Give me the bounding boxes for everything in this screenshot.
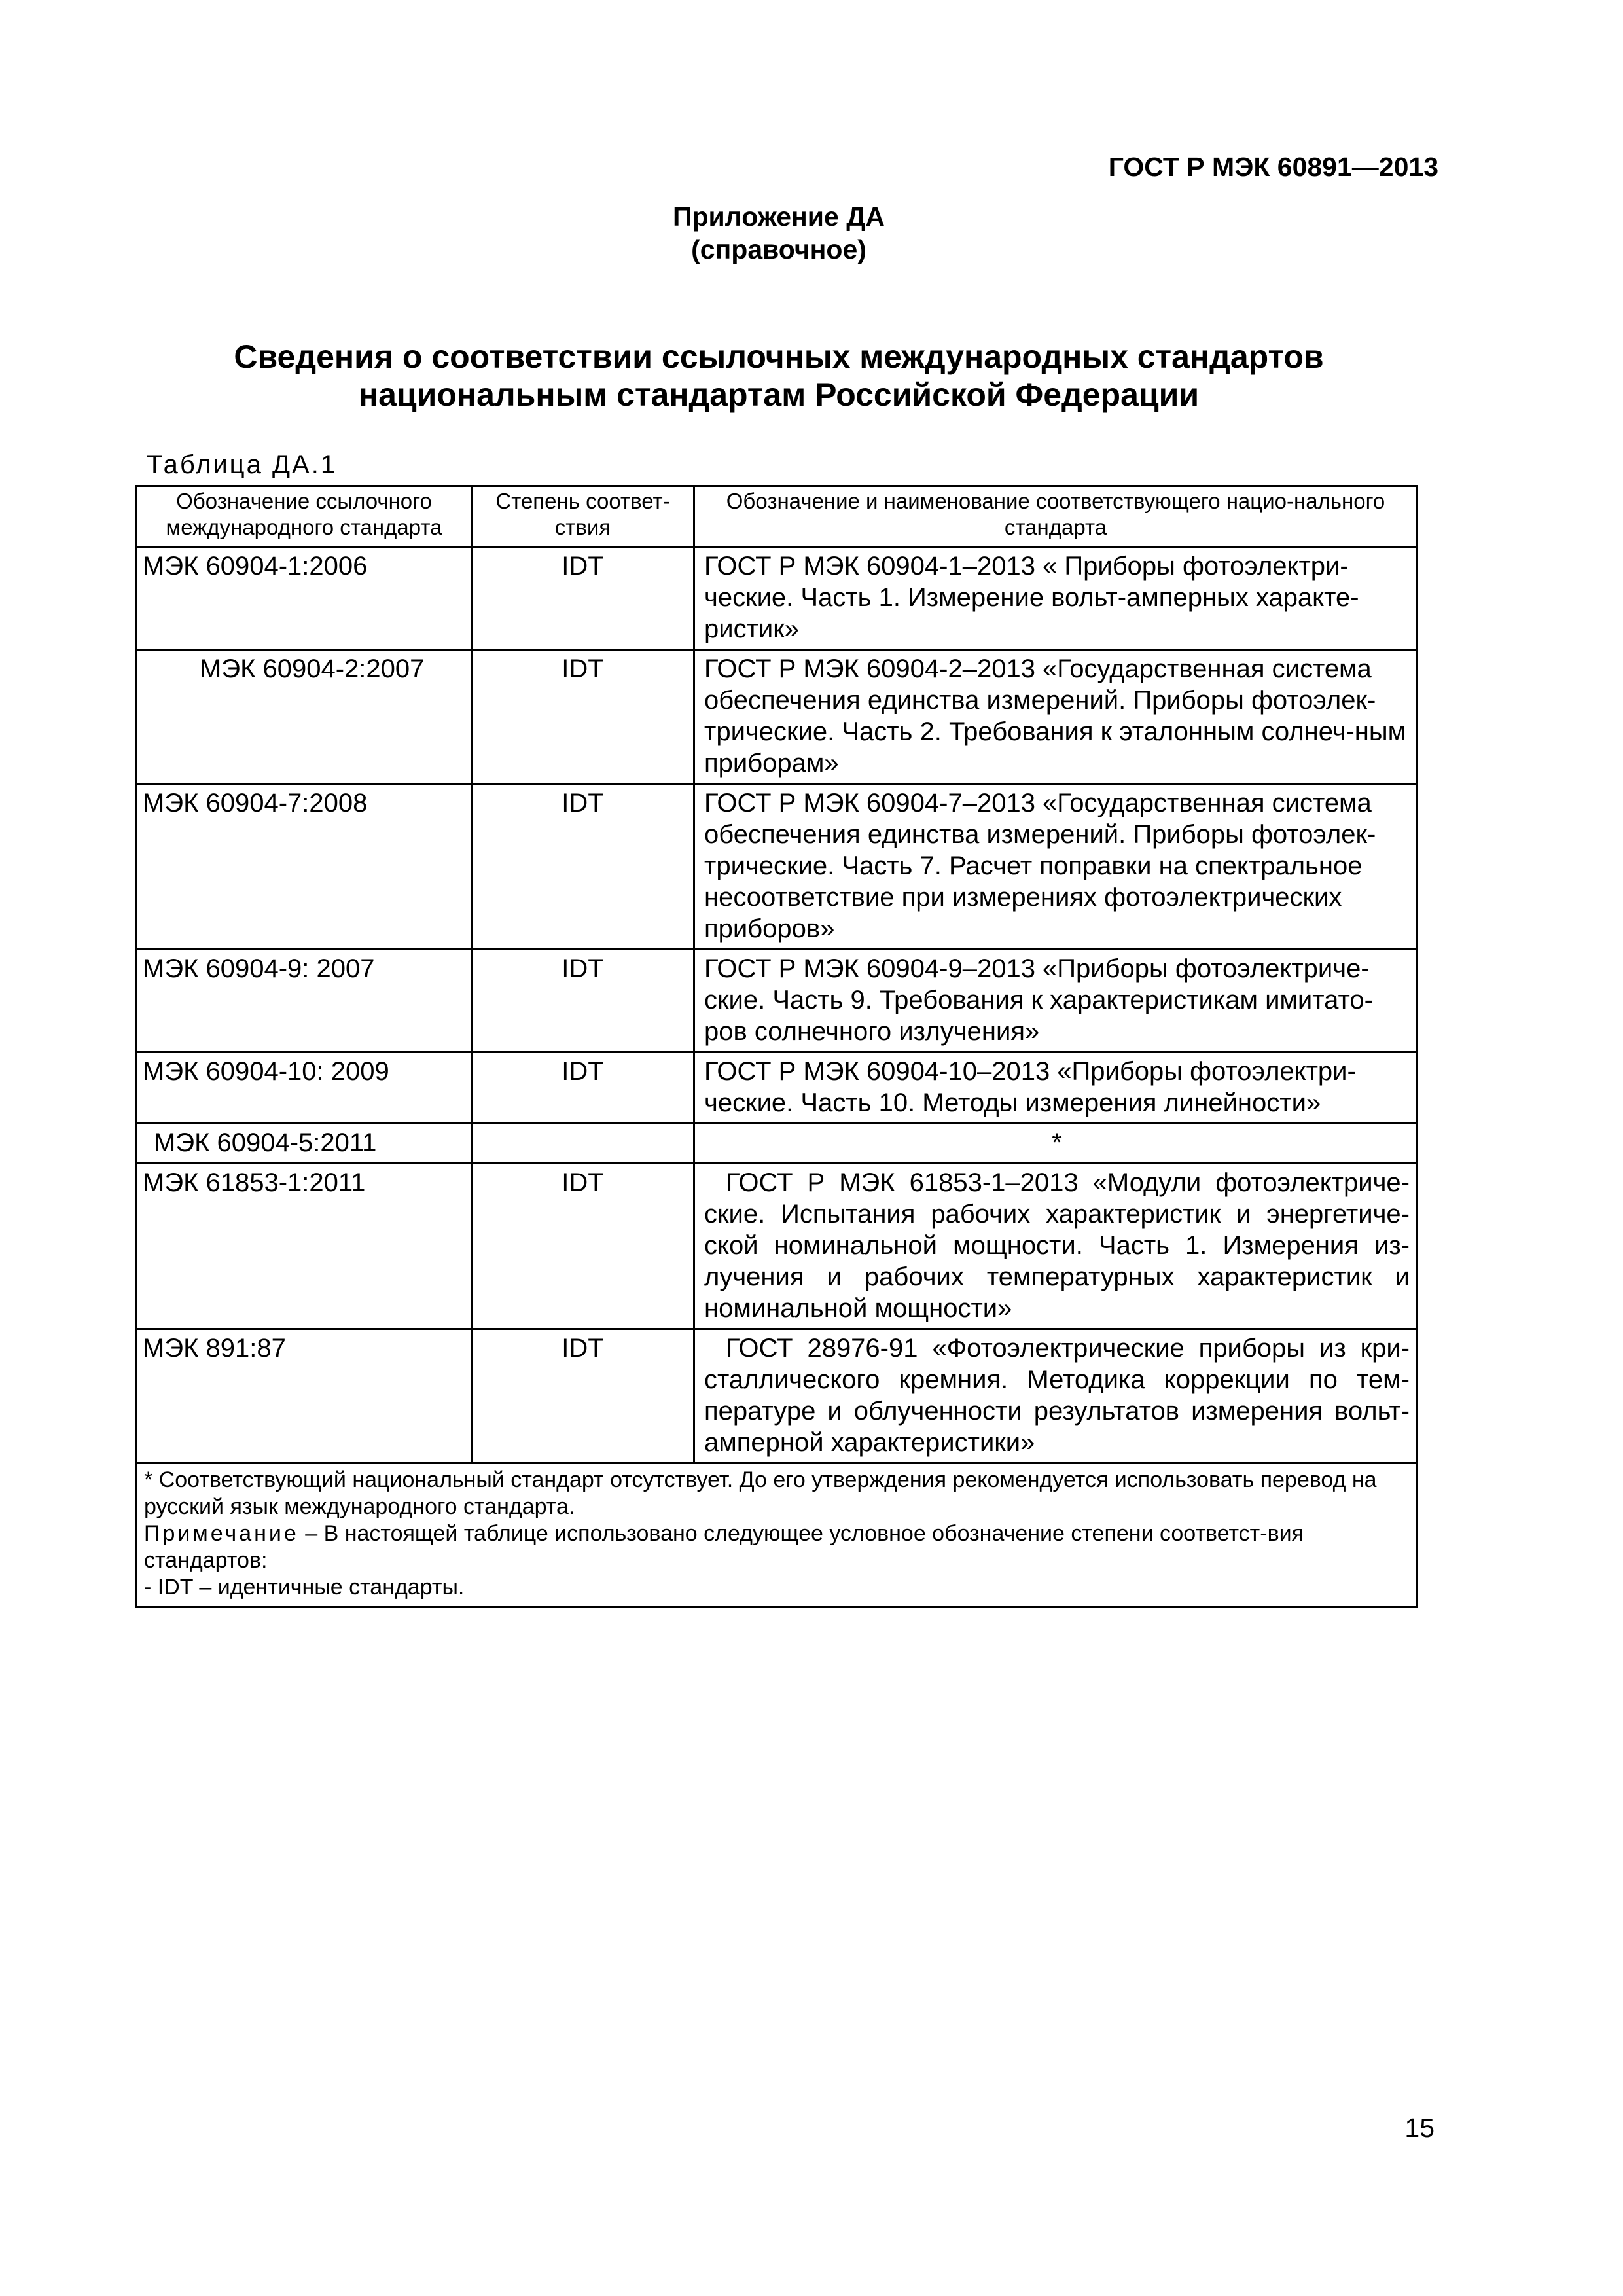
international-standard-cell: МЭК 60904-9: 2007 [137, 950, 472, 1052]
appendix-kind: (справочное) [691, 234, 866, 264]
degree-cell: IDT [472, 950, 694, 1052]
international-standard-cell: МЭК 60904-7:2008 [137, 784, 472, 950]
degree-cell: IDT [472, 1052, 694, 1124]
national-standard-cell: ГОСТ Р МЭК 61853-1–2013 «Модули фотоэлектриче-ские. Испытания рабочих характеристик и энергетиче-ской номинальной мощности. Часть 1. Измерения из-лучения и рабочих температурных характеристик и номинальной мощности» [694, 1164, 1418, 1329]
table-row [137, 950, 1418, 1052]
table-row [137, 1124, 1418, 1164]
appendix-heading [0, 200, 1558, 266]
national-standard-cell: ГОСТ Р МЭК 60904-10–2013 «Приборы фотоэлектри-ческие. Часть 10. Методы измерения линейности» [694, 1052, 1418, 1124]
note-paragraph [144, 1520, 1410, 1574]
international-standard-cell: МЭК 60904-1:2006 [137, 547, 472, 650]
footnote-text: * Соответствующий национальный стандарт отсутствует. До его утверждения рекомендуется использовать перевод на русский язык международного стандарта. [144, 1467, 1377, 1519]
page-number: 15 [1404, 2113, 1435, 2143]
note-label: Примечание [144, 1521, 299, 1546]
page-title [0, 338, 1558, 414]
national-standard-cell: ГОСТ 28976-91 «Фотоэлектрические приборы из кри-сталлического кремния. Методика коррекции по тем-пературе и облученности результатов измерения вольт-амперной характеристики» [694, 1329, 1418, 1463]
header-international-standard: Обозначение ссылочного международного стандарта [137, 486, 472, 547]
degree-cell: IDT [472, 1164, 694, 1329]
national-standard-cell: * [694, 1124, 1418, 1164]
page-title-line-1: Сведения о соответствии ссылочных международных стандартов [234, 338, 1324, 375]
table-row [137, 784, 1418, 950]
appendix-title: Приложение ДА [672, 202, 885, 232]
table-footnote [137, 1463, 1418, 1607]
header-national-standard: Обозначение и наименование соответствующего нацио-нального стандарта [694, 486, 1418, 547]
table-row [137, 1329, 1418, 1463]
degree-cell: IDT [472, 650, 694, 784]
degree-cell: IDT [472, 784, 694, 950]
page-title-line-2: национальным стандартам Российской Федерации [358, 376, 1200, 413]
table-header-row [137, 486, 1418, 547]
national-standard-cell: ГОСТ Р МЭК 60904-7–2013 «Государственная система обеспечения единства измерений. Приборы фотоэлек-трические. Часть 7. Расчет поправки на спектральное несоответствие при измерениях фотоэлектрических приборов» [694, 784, 1418, 950]
degree-cell: IDT [472, 547, 694, 650]
national-standard-cell: ГОСТ Р МЭК 60904-2–2013 «Государственная система обеспечения единства измерений. Приборы фотоэлек-трические. Часть 2. Требования к эталонным солнеч-ным приборам» [694, 650, 1418, 784]
table-footnote-row [137, 1463, 1418, 1607]
international-standard-cell: МЭК 891:87 [137, 1329, 472, 1463]
note-text: – В настоящей таблице использовано следующее условное обозначение степени соответст-вия стандартов: [144, 1521, 1304, 1573]
header-degree-of-correspondence: Степень соответ-ствия [472, 486, 694, 547]
degree-cell: IDT [472, 1329, 694, 1463]
table-row [137, 650, 1418, 784]
table-row [137, 1164, 1418, 1329]
table-row [137, 547, 1418, 650]
degree-cell [472, 1124, 694, 1164]
table-caption: Таблица ДА.1 [147, 450, 338, 479]
international-standard-cell: МЭК 60904-2:2007 [137, 650, 472, 784]
national-standard-cell: ГОСТ Р МЭК 60904-1–2013 « Приборы фотоэлектри-ческие. Часть 1. Измерение вольт-амперных характе-ристик» [694, 547, 1418, 650]
national-standard-cell: ГОСТ Р МЭК 60904-9–2013 «Приборы фотоэлектриче-ские. Часть 9. Требования к характеристикам имитато-ров солнечного излучения» [694, 950, 1418, 1052]
document-code: ГОСТ Р МЭК 60891—2013 [1108, 152, 1438, 182]
international-standard-cell: МЭК 60904-5:2011 [137, 1124, 472, 1164]
international-standard-cell: МЭК 60904-10: 2009 [137, 1052, 472, 1124]
note-item: - IDT – идентичные стандарты. [144, 1575, 465, 1600]
international-standard-cell: МЭК 61853-1:2011 [137, 1164, 472, 1329]
correspondence-table [135, 485, 1418, 1608]
table-row [137, 1052, 1418, 1124]
